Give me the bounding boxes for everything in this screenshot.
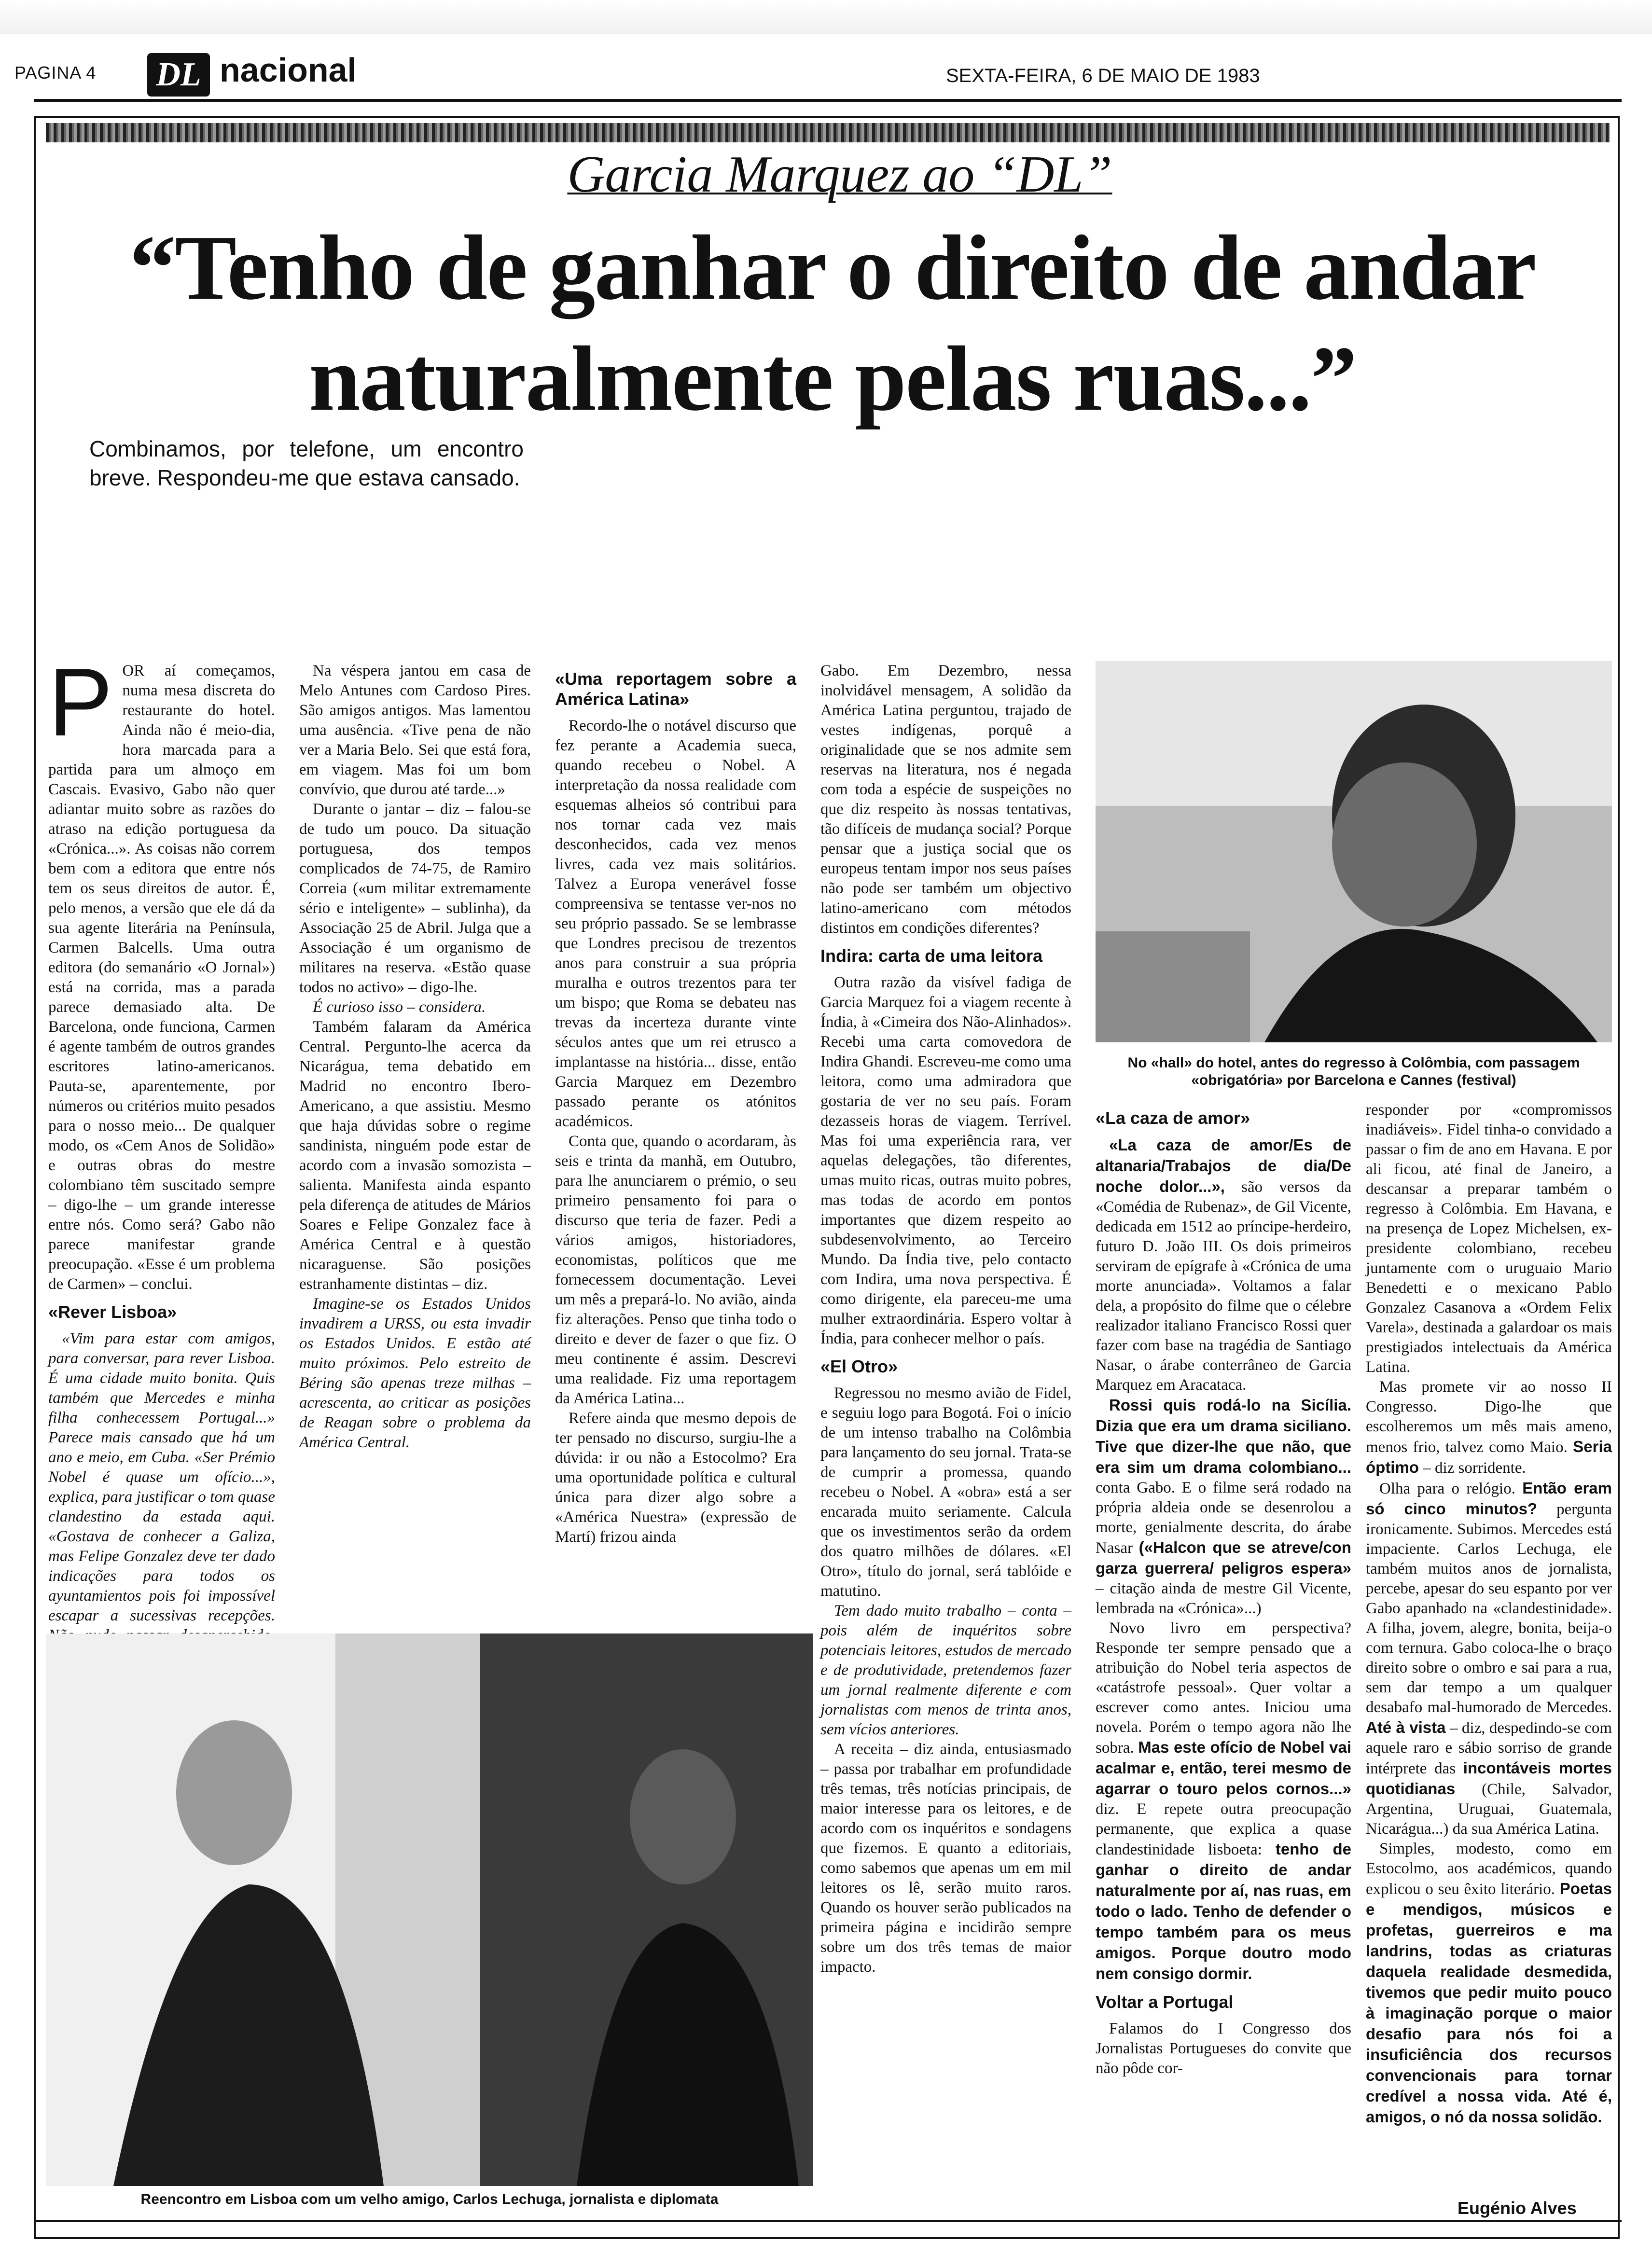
article-lead — [89, 434, 1537, 666]
body-text: – diz sorridente. — [1418, 1459, 1526, 1477]
photo-reencontro-lisboa — [46, 1633, 813, 2186]
body-paragraph: É curioso isso – considera. — [313, 998, 486, 1016]
article-kicker: Garcia Marquez ao “DL” — [567, 146, 1112, 203]
author-signature: Eugénio Alves — [1458, 2198, 1577, 2218]
subhead: «El Otro» — [820, 1356, 898, 1376]
body-text: (Chile, Salvador, Argentina, Uruguai, Guatemala, Nicarágua...) da sua América Latina. — [1366, 1781, 1612, 1838]
body-paragraph: Regressou no mesmo avião de Fidel, e seguiu logo para Bogotá. Foi o início de um intenso trabalho na Colômbia para lançamento do seu jornal. Trata-se de cumprir a promessa, quando recebeu o Nobel. A «obra» está a ser encarada muito seriamente. Calcula que os investimentos serão da ordem dos quatro milhões de dólares. «El Otro», título do jornal, será tablóide e matutino. — [820, 1384, 1071, 1600]
page-top-scan-edge — [0, 0, 1652, 34]
subhead: «Rever Lisboa» — [48, 1302, 177, 1322]
body-text: Novo livro em perspectiva? Responde ter sempre pensado que a atribuição do Nobel teria aspectos de «catástrofe pessoal». Quer voltar a escrever como antes. Iniciou uma novela. Porém o tempo agora não lhe sobra. — [1096, 1619, 1351, 1757]
bold-quote: tenho de ganhar o direito de andar naturalmente por aí, nas ruas, em todo o lado. Tenho de defender o tempo também para os meus amigos. Porque doutro modo nem consigo dormir. — [1096, 1840, 1351, 1982]
body-paragraph: responder por «compromissos inadiáveis». Fidel tinha-o convidado a passar o fim de ano em Havana. E por ali ficou, até final de Janeiro, a descansar a preparar também o regresso à Colômbia. Em Havana, e na presença de Lopez Michelsen, ex-presidente colombiano, recebeu juntamente com o uruguaio Mario Benedetti e o mexicano Pablo Gonzalez Casanova a «Ordem Felix Varela», destinada a galardoar os mais prestigiados intelectuais da América Latina. — [1366, 1101, 1612, 1376]
body-paragraph — [1366, 1839, 1612, 2128]
issue-date: SEXTA-FEIRA, 6 DE MAIO DE 1983 — [946, 65, 1260, 86]
subhead: Indira: carta de uma leitora — [820, 946, 1043, 966]
photo-caption-left: Reencontro em Lisboa com um velho amigo, Carlos Lechuga, jornalista e diplomata — [140, 2191, 719, 2207]
body-text: – citação ainda de mestre Gil Vicente, lembrada na «Crónica»...) — [1096, 1580, 1351, 1617]
body-paragraph: Tem dado muito trabalho – conta – pois além de inquéritos sobre potenciais leitores, estudos de mercado e de produtividade, pretendemos fazer um jornal realmente diferente e com jornalistas com menos de trinta anos, sem vícios anteriores. — [820, 1602, 1071, 1738]
body-paragraph — [1096, 1619, 1351, 1984]
body-paragraph: Gabo. Em Dezembro, nessa inolvidável mensagem, A solidão da América Latina perguntou, trajado de vestes indígenas, porquê a originalidade que se nos admite sem reservas na literatura, nos é negada com toda a espécie de suspeições no que diz respeito às nossas tentativas, tão difíceis de mudança social? Porque pensar que a justiça social que os europeus tentam impor nos seus países não pode ser também um objectivo latino-americano com métodos distintos em condições diferentes? — [820, 662, 1071, 937]
body-text: – diz, despedindo-se com aquele raro e sábio sorriso de grande intérprete das — [1366, 1719, 1612, 1777]
screen-tone-band — [46, 123, 1610, 142]
body-text: conta Gabo. E o filme será rodado na própria aldeia onde se desenrolou a morte, genialmente descrita, do árabe Nasar — [1096, 1479, 1351, 1557]
body-paragraph — [1096, 1395, 1351, 1619]
body-paragraph — [1366, 1478, 1612, 1839]
body-text: são versos da «Comédia de Rubenaz», de Gil Vicente, dedicada em 1512 ao príncipe-herdeiro, futuro D. João III. Os dois primeiros serviram de epígrafe à «Crónica de uma morte anunciada». Voltamos a falar dela, a propósito do filme que o célebre realizador italiano Francisco Rossi quer fazer com base na tragédia de Santiago Nasar, o árabe conterrâneo de Garcia Marquez em Aracataca. — [1096, 1178, 1351, 1394]
body-paragraph: Recordo-lhe o notável discurso que fez perante a Academia sueca, quando recebeu o Nobel. A interpretação da nossa realidade com esquemas alheios só contribui para nos tornar cada vez mais desconhecidos, cada vez menos livres, cada vez mais solitários. Talvez a Europa venerável fosse compreensiva se tentasse ver-nos no seu próprio passado. Se se lembrasse que Londres precisou de trezentos anos para construir a sua própria muralha e outros trezentos para ter um bispo; que Roma se debateu nas trevas da incerteza durante vinte séculos antes que um rei etrusco a implantasse na história... disse, então Garcia Marquez em Dezembro passado perante os atónitos académicos. — [555, 717, 796, 1130]
body-paragraph: Outra razão da visível fadiga de Garcia Marquez foi a viagem recente à Índia, à «Cimeira dos Não-Alinhados». Recebi uma carta comovedora de Indira Ghandi. Escreveu-me como uma leitora, como uma admiradora que gostaria de ver no seu país. Foram dezasseis horas de viagem. Terrível. Mas foi uma experiência rara, ver aquelas delegações, tão diferentes, umas muito ricas, outras muito pobres, mas todas de acordo em pontos importantes que dizem respeito ao subdesenvolvimento, ao Terceiro Mundo. Da Índia tive, pelo contacto com Indira, uma nova perspectiva. É como dirigente, ela pareceu-me uma mulher extraordinária. Espero voltar à Índia, para conhecer melhor o país. — [820, 974, 1071, 1347]
subhead: «La caza de amor» — [1096, 1108, 1250, 1128]
bold-quote: Poetas e mendigos, músicos e profetas, guerreiros e ma landrins, todas as criaturas daquela realidade desmedida, tivemos que pedir muito pouco à imaginação porque o maior desafio para nós foi a insuficiência dos recursos convencionais para tornar credível a nossa vida. Até é, amigos, o nó da nossa solidão. — [1366, 1880, 1612, 2126]
bold-quote: («Halcon que se atreve/con garza guerrera/ peligros espera» — [1096, 1538, 1351, 1577]
column-2 — [299, 661, 531, 1453]
body-paragraph: Também falaram da América Central. Pergunto-lhe acerca da Nicarágua, tema debatido em Madrid no encontro Ibero-Americano, a que assistiu. Mesmo que haja dúvidas sobre o regime sandinista, ninguém pode estar de acordo com a invasão somozista – salienta. Manifesta ainda espanto pela diferença de atitudes de Mários Soares e Felipe Gonzalez face à América Central e à questão nicaraguense. São posições estranhamente distintas – diz. — [299, 1018, 531, 1293]
meeting-illustration — [46, 1633, 813, 2186]
body-text: Simples, modesto, como em Estocolmo, aos académicos, quando explicou o seu êxito literário. — [1366, 1840, 1612, 1898]
bold-quote: Rossi quis rodá-lo na Sicília. Dizia que era um drama siciliano. Tive que dizer-lhe que não, que era sim um drama colombiano... — [1096, 1396, 1351, 1476]
subhead: «Uma reportagem sobre a América Latina» — [555, 669, 796, 709]
body-text: Mas promete vir ao nosso II Congresso. Digo-lhe que escolheremos um mês mais ameno, menos frio, talvez como Maio. — [1366, 1378, 1612, 1456]
section-title: nacional — [220, 51, 357, 89]
page-number: PAGINA 4 — [14, 63, 97, 83]
lead-paragraph: Combinamos, por telefone, um encontro breve. Respondeu-me que estava cansado. — [89, 436, 524, 490]
body-text: Olha para o relógio. — [1379, 1480, 1523, 1497]
body-paragraph: Refere ainda que mesmo depois de ter pensado no discurso, surgiu-lhe a dúvida: ir ou não a Estocolmo? Era uma oportunidade política e cultural única para dizer algo sobre a «América Nuestra» (expressão de Martí) frizou ainda — [555, 1410, 796, 1546]
masthead-rule — [34, 99, 1622, 102]
photo-hall-hotel — [1096, 661, 1612, 1042]
poem-quote: «La caza de amor/Es de altanaria/Trabajos de dia/De noche dolor...», — [1096, 1136, 1351, 1195]
drop-cap: P — [48, 649, 113, 756]
column-4 — [820, 661, 1071, 1977]
bold-quote: Então eram só cinco minutos? — [1366, 1479, 1612, 1518]
body-paragraph: Conta que, quando o acordaram, às seis e trinta da manhã, em Outubro, para lhe anunciarem o prémio, o seu primeiro pensamento foi para o discurso que teria de fazer. Pedi a vários amigos, historiadores, economistas, políticos que me fornecessem documentação. Levei um mês a prepará-lo. No avião, ainda fiz alterações. Penso que tinha todo o direito e dever de fazer o que fiz. O meu continente é assim. Descrevi uma realidade. Fiz uma reportagem da América Latina... — [555, 1133, 796, 1407]
body-text: pergunta ironicamente. Subimos. Mercedes está impaciente. Carlos Lechuga, ele também muitos anos de jornalista, percebe, apesar do seu espanto por ver Gabo apanhado na «clandestinidade». A filha, jovem, alegre, bonita, beija-o com ternura. Gabo coloca-lhe o braço direito sobre o ombro e sai para a rua, sem dar tempo a um qualquer desabafo mal-humorado de Mercedes. — [1366, 1501, 1612, 1716]
column-1 — [48, 649, 275, 1705]
body-paragraph — [1096, 1135, 1351, 1395]
body-paragraph — [1366, 1377, 1612, 1478]
body-paragraph: Falamos do I Congresso dos Jornalistas Portugueses do convite que não pôde cor- — [1096, 2020, 1351, 2077]
dl-logo: DL — [147, 53, 210, 97]
photo-caption-right: No «hall» do hotel, antes do regresso à Colômbia, com passagem «obrigatória» por Barcelona e Cannes (festival) — [1127, 1055, 1580, 1088]
body-text: diz. E repete outra preocupação permanente, que explica a quase clandestinidade lisboeta: — [1096, 1800, 1351, 1858]
bold-quote: Seria óptimo — [1366, 1438, 1612, 1476]
body-paragraph: Imagine-se os Estados Unidos invadirem a URSS, ou esta invadir os Estados Unidos. E estão até muito próximos. Pelo estreito de Béring são apenas treze milhas – acrescenta, ao criticar as posições de Reagan sobre o problema da América Central. — [299, 1295, 531, 1451]
bold-quote: Até à vista — [1366, 1718, 1446, 1736]
body-paragraph: A receita – diz ainda, entusiasmado – passa por trabalhar em profundidade três temas, três notícias principais, de maior interesse para os leitores, e de acordo com os inquéritos e sondagens que fizemos. E quanto a editoriais, como sabemos que apenas um em mil leitores os lê, serão muito raros. Quando os houver serão publicados na primeira página e incidirão sempre sobre um dos três temas de maior impacto. — [820, 1741, 1071, 1976]
body-paragraph: Durante o jantar – diz – falou-se de tudo um pouco. Da situação portuguesa, dos tempos complicados de 74-75, de Ramiro Correia («um militar extremamente sério e inteligente» – sublinha), da Associação 25 de Abril. Julga que a Associação é um organismo de militares na reserva. «Estão quase todos no activo» – digo-lhe. — [299, 801, 531, 996]
body-paragraph: OR aí começamos, numa mesa discreta do restaurante do hotel. Ainda não é meio-dia, hora marcada para a partida para um almoço em Cascais. Evasivo, Gabo não quer adiantar muito sobre as razões do atraso na edição portuguesa da «Crónica...». As coisas não correm bem com a editora que entre nós tem os seus direitos de autor. É, pelo menos, a versão que ele dá da sua agente literária na Península, Carmen Balcells. Uma outra editora (do semanário «O Jornal») está na corrida, mas a parada parece demasiado alta. De Barcelona, onde funciona, Carmen é agente também de outros grandes escritores latino-americanos. Pauta-se, aparentemente, por números ou critérios muito pesados para o nosso meio... De qualquer modo, os «Cem Anos de Solidão» e outras obras do mestre colombiano têm suscitado sempre – digo-lhe – um grande interesse entre nós. Como será? Gabo não parece manifestar grande preocupação. «Esse é um problema de Carmen» – conclui. — [48, 662, 275, 1293]
portrait-illustration — [1096, 661, 1612, 1042]
column-3 — [555, 661, 796, 1547]
column-5 — [1096, 1100, 1351, 2078]
subhead: Voltar a Portugal — [1096, 1992, 1234, 2012]
article-headline: “Tenho de ganhar o direito de andar naturalmente pelas ruas...” — [129, 216, 1536, 430]
bottom-rule — [34, 2220, 1622, 2222]
body-paragraph: «Vim para estar com amigos, para conversar, para rever Lisboa. É uma cidade muito bonita. Quis também que Mercedes e minha filha conhecessem Portugal...» Parece mais cansado que há um ano e meio, em Cuba. «Ser Prémio Nobel é quase um ofício...», explica, para justificar o tom quase clandestino da estada aqui. «Gostava de conhecer a Galiza, mas Felipe Gonzalez deve ter dado indicações para todos os ayuntamientos pois foi impossível escapar a sucessivas recepções. — [48, 1330, 275, 1624]
body-paragraph: Na véspera jantou em casa de Melo Antunes com Cardoso Pires. São amigos antigos. Mas lamentou uma ausência. «Tive pena de não ver a Maria Belo. Sei que está fora, em viagem. Mas foi um bom convívio, que durou até tarde...» — [299, 662, 531, 798]
bold-quote: incontáveis mortes quotidianas — [1366, 1759, 1612, 1798]
column-6 — [1366, 1100, 1612, 2128]
bold-quote: Mas este ofício de Nobel vai acalmar e, então, terei mesmo de agarrar o touro pelos cornos...» — [1096, 1738, 1351, 1798]
